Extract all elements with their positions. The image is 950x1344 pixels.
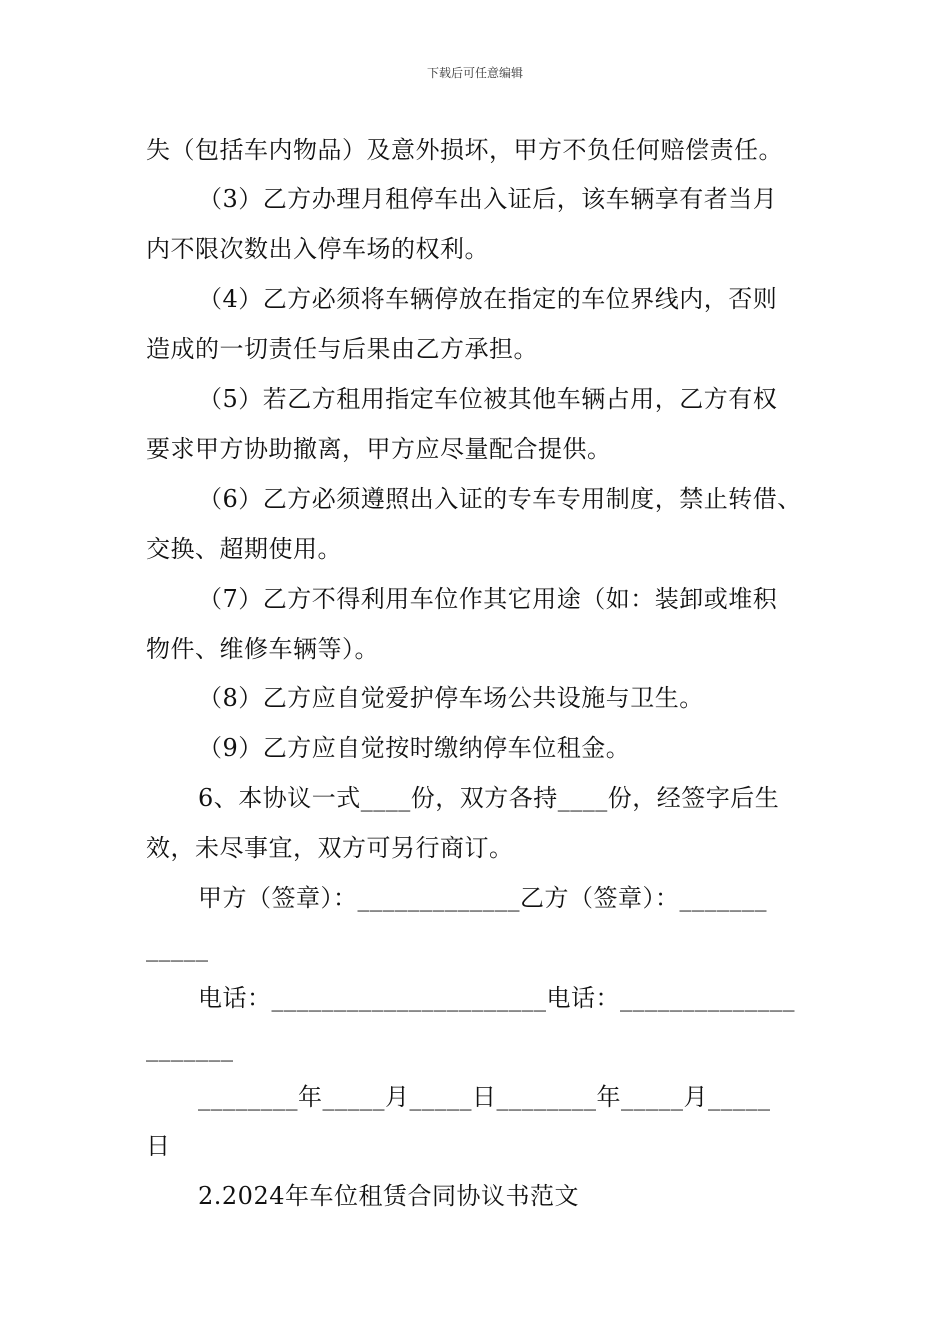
paragraph-line: （6）乙方必须遵照出入证的专车专用制度，禁止转借、 bbox=[198, 485, 802, 513]
date-line: 日 bbox=[146, 1132, 171, 1160]
paragraph-line: 内不限次数出入停车场的权利。 bbox=[146, 235, 489, 263]
paragraph-line: 要求甲方协助撤离，甲方应尽量配合提供。 bbox=[146, 435, 612, 463]
date-line: ________年_____月_____日________年_____月_____ bbox=[198, 1083, 771, 1111]
section-heading: 2.2024年车位租赁合同协议书范文 bbox=[198, 1182, 579, 1210]
paragraph-line: （3）乙方办理月租停车出入证后，该车辆享有者当月 bbox=[198, 185, 778, 213]
paragraph-line: 6、本协议一式____份，双方各持____份，经签字后生 bbox=[198, 784, 780, 812]
paragraph-line: 造成的一切责任与后果由乙方承担。 bbox=[146, 335, 538, 363]
paragraph-line: 效，未尽事宜，双方可另行商订。 bbox=[146, 834, 514, 862]
paragraph-line: （7）乙方不得利用车位作其它用途（如：装卸或堆积 bbox=[198, 585, 778, 613]
paragraph-line: （8）乙方应自觉爱护停车场公共设施与卫生。 bbox=[198, 684, 704, 712]
paragraph-line: 交换、超期使用。 bbox=[146, 535, 342, 563]
paragraph-line: 失（包括车内物品）及意外损坏，甲方不负任何赔偿责任。 bbox=[146, 136, 783, 164]
paragraph-line: 物件、维修车辆等）。 bbox=[146, 635, 379, 663]
signature-line: _____ bbox=[146, 934, 209, 962]
paragraph-line: （9）乙方应自觉按时缴纳停车位租金。 bbox=[198, 734, 631, 762]
phone-line: _______ bbox=[146, 1034, 234, 1062]
paragraph-line: （4）乙方必须将车辆停放在指定的车位界线内，否则 bbox=[198, 285, 778, 313]
page-header: 下载后可任意编辑 bbox=[426, 66, 523, 80]
signature-line: 甲方（签章）：_____________乙方（签章）：_______ bbox=[198, 884, 767, 912]
paragraph-line: （5）若乙方租用指定车位被其他车辆占用，乙方有权 bbox=[198, 385, 778, 413]
phone-line: 电话：______________________电话：______________ bbox=[198, 984, 795, 1012]
